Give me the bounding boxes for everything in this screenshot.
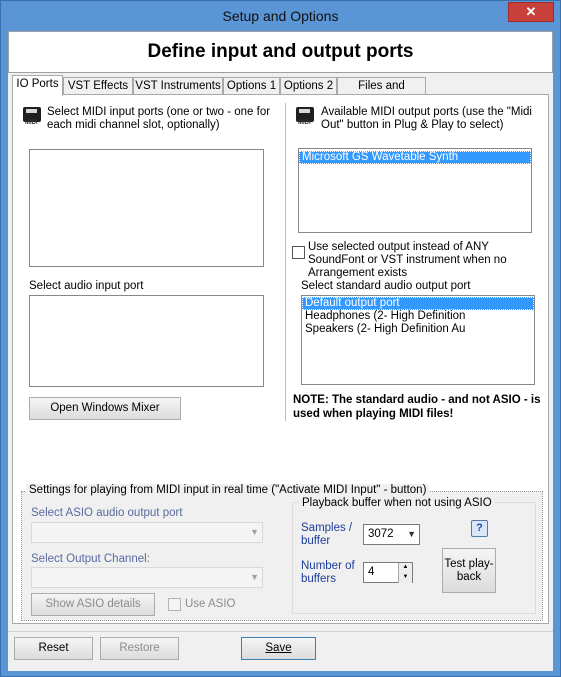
asio-port-label: Select ASIO audio output port [31,507,183,519]
samples-per-buffer-select[interactable] [363,524,420,545]
chevron-down-icon: ▼ [250,572,259,582]
title-bar [1,1,560,31]
audio-output-list[interactable] [301,295,535,385]
io-ports-panel [12,94,549,624]
buffers-value: 4 [368,566,375,578]
list-item[interactable]: Default output port [302,297,534,310]
audio-input-list[interactable] [29,295,264,387]
help-icon[interactable]: ? [471,520,488,537]
close-button[interactable]: ✕ [508,2,554,22]
list-item[interactable]: Headphones (2- High Definition [305,310,466,322]
spin-up-icon[interactable]: ▲ [398,563,412,573]
client-area [8,31,553,671]
output-channel-select[interactable] [31,567,263,588]
midi-output-label: Available MIDI output ports (use the "Midi Out" button in Plug & Play to select) [321,106,532,131]
playback-buffer-title: Playback buffer when not using ASIO [299,497,495,509]
list-item[interactable]: Microsoft GS Wavetable Synth [299,151,531,164]
midi-output-list[interactable] [298,148,532,233]
audio-output-label: Select standard audio output port [301,280,471,292]
use-selected-output-label: Use selected output instead of ANY SoundFont or VST instrument when no Arrangement exists [308,241,507,279]
realtime-group-title: Settings for playing from MIDI input in real time ("Activate MIDI Input" - button) [26,484,429,496]
tab-options-1[interactable]: Options 1 [223,77,280,95]
page-title: Define input and output ports [8,31,553,73]
column-divider [285,103,286,421]
save-button[interactable]: Save [241,637,316,660]
number-of-buffers-label: Number of buffers [301,560,355,585]
chevron-down-icon: ▼ [250,527,259,537]
midi-icon-caption: MIDI [25,120,38,126]
realtime-settings-group [21,484,543,621]
midi-input-list[interactable] [29,149,264,267]
midi-icon-caption: MIDI [298,120,311,126]
tab-options-2[interactable]: Options 2 [280,77,337,95]
output-channel-label: Select Output Channel: [31,553,150,565]
use-asio-label: Use ASIO [185,598,236,610]
samples-per-buffer-label: Samples / buffer [301,522,353,547]
restore-button[interactable]: Restore [100,637,179,660]
show-asio-details-button[interactable]: Show ASIO details [31,593,155,616]
footer-bar [8,631,553,671]
use-selected-output-checkbox[interactable] [292,246,305,259]
tab-vst-instruments[interactable]: VST Instruments [133,77,223,95]
window-title: Setup and Options [222,8,339,24]
use-asio-checkbox[interactable] [168,598,181,611]
midi-input-label: Select MIDI input ports (one or two - one for each midi channel slot, optionally) [47,106,271,131]
list-item[interactable]: Speakers (2- High Definition Au [305,323,466,335]
asio-note: NOTE: The standard audio - and not ASIO - is used when playing MIDI files! [293,394,541,420]
tab-io-ports[interactable]: IO Ports [12,75,63,96]
tab-files-and-folders[interactable]: Files and [337,77,426,95]
number-of-buffers-stepper[interactable] [363,562,413,583]
open-windows-mixer-button[interactable]: Open Windows Mixer [29,397,181,420]
tab-vst-effects[interactable]: VST Effects [63,77,133,95]
samples-value: 3072 [368,528,394,540]
chevron-down-icon: ▼ [407,529,416,539]
playback-buffer-group [292,497,536,614]
spin-down-icon[interactable]: ▼ [398,573,412,583]
asio-port-select[interactable] [31,522,263,543]
reset-button[interactable]: Reset [14,637,93,660]
test-playback-button[interactable]: Test play-back [442,548,496,593]
audio-input-label: Select audio input port [29,280,144,292]
